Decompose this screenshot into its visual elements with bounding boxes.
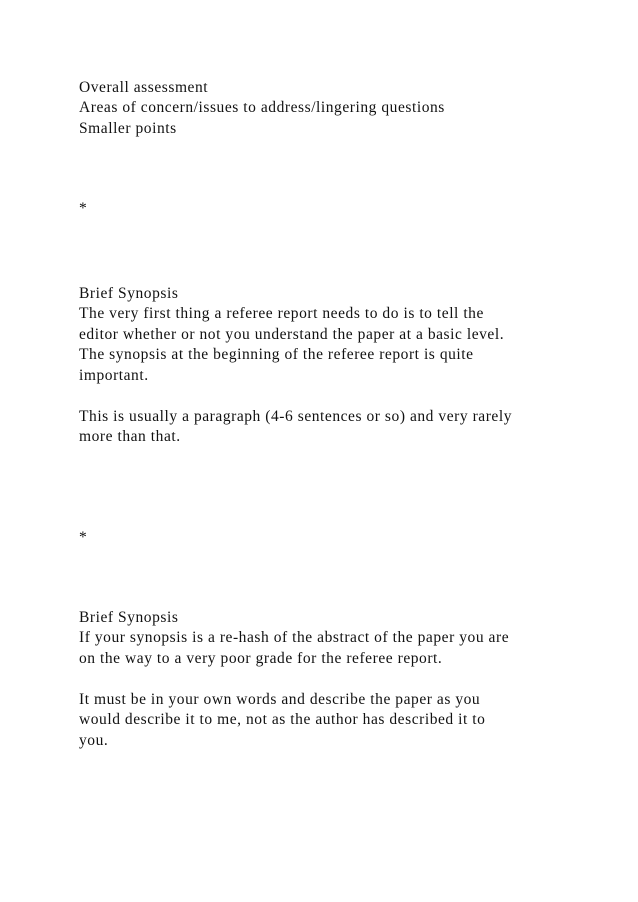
paragraph-line: more than that. bbox=[79, 428, 181, 445]
paragraph-line: would describe it to me, not as the author has described it to bbox=[79, 711, 486, 728]
outline-item-smaller-points: Smaller points bbox=[79, 120, 177, 137]
outline-item-areas-of-concern: Areas of concern/issues to address/lingering questions bbox=[79, 99, 445, 116]
paragraph-line: It must be in your own words and describe the paper as you bbox=[79, 691, 481, 708]
paragraph-line: If your synopsis is a re-hash of the abstract of the paper you are bbox=[79, 629, 510, 646]
paragraph-line: The very first thing a referee report needs to do is to tell the bbox=[79, 305, 484, 322]
slide-separator: * bbox=[79, 529, 88, 546]
section-heading: Brief Synopsis bbox=[79, 285, 179, 302]
paragraph-line: The synopsis at the beginning of the referee report is quite bbox=[79, 346, 474, 363]
paragraph-line: you. bbox=[79, 732, 109, 749]
section-heading: Brief Synopsis bbox=[79, 609, 179, 626]
outline-item-overall-assessment: Overall assessment bbox=[79, 79, 209, 96]
paragraph-line: important. bbox=[79, 367, 149, 384]
slide-separator: * bbox=[79, 200, 88, 217]
paragraph-line: on the way to a very poor grade for the referee report. bbox=[79, 650, 443, 667]
paragraph-line: This is usually a paragraph (4-6 sentences or so) and very rarely bbox=[79, 408, 513, 425]
paragraph-line: editor whether or not you understand the paper at a basic level. bbox=[79, 326, 505, 343]
